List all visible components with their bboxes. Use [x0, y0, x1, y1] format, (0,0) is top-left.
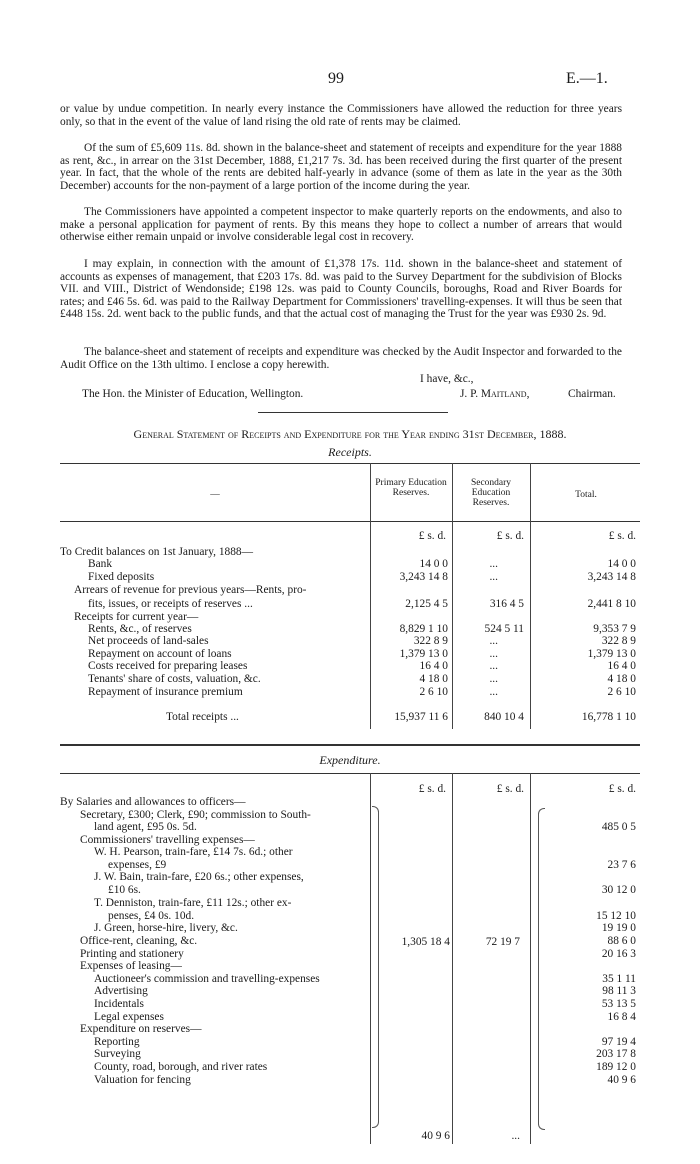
receipt-label: fits, issues, or receipts of reserves ... — [88, 598, 253, 610]
expenditure-label: Legal expenses — [94, 1011, 164, 1023]
receipt-label: Costs received for preparing leases — [88, 660, 248, 672]
page-header — [0, 70, 700, 90]
expenditure-total: 23 7 6 — [607, 859, 636, 871]
receipt-label: Repayment of insurance premium — [88, 686, 243, 698]
expenditure-total: 30 12 0 — [601, 884, 636, 896]
receipt-primary: 14 0 0 — [419, 558, 448, 570]
receipt-secondary: ... — [489, 686, 498, 698]
fencing-secondary-value: ... — [511, 1130, 520, 1142]
expenditure-label: Valuation for fencing — [94, 1074, 191, 1086]
units-header: £ s. d. — [608, 530, 636, 542]
receipt-secondary: 524 5 11 — [484, 623, 524, 635]
units-header: £ s. d. — [418, 530, 446, 542]
receipt-label: Repayment on account of loans — [88, 648, 232, 660]
exp-col-sep-1 — [370, 773, 371, 1144]
expenditure-label: Expenses of leasing— — [80, 960, 182, 972]
expenditure-top-rule — [60, 773, 640, 774]
receipt-primary: 4 18 0 — [419, 673, 448, 685]
expenditure-label: Advertising — [94, 985, 148, 997]
expenditure-total: 53 13 5 — [601, 998, 636, 1010]
expenditure-total: 16 8 4 — [607, 1011, 636, 1023]
expenditure-label: Surveying — [94, 1048, 141, 1060]
receipt-total: 9,353 7 9 — [593, 623, 636, 635]
receipt-secondary: ... — [489, 571, 498, 583]
receipt-total: 14 0 0 — [607, 558, 636, 570]
expenditure-label: Office-rent, cleaning, &c. — [80, 935, 198, 947]
receipt-secondary: ... — [489, 635, 498, 647]
col-primary-header: Primary Education Reserves. — [375, 478, 447, 498]
receipt-label: Tenants' share of costs, valuation, &c. — [88, 673, 261, 685]
expenditure-label: Secretary, £300; Clerk, £90; commission to South- — [80, 809, 311, 821]
receipts-header-rule — [60, 521, 640, 522]
receipt-total: 1,379 13 0 — [587, 648, 636, 660]
signer-name: J. P. Maitland, — [460, 388, 530, 400]
receipt-label: Rents, &c., of reserves — [88, 623, 192, 635]
receipt-total: 3,243 14 8 — [587, 571, 636, 583]
receipts-col-sep-1 — [370, 463, 371, 729]
receipt-secondary: ... — [489, 660, 498, 672]
expenditure-total: 40 9 6 — [607, 1074, 636, 1086]
group-secondary-value: 72 19 7 — [485, 936, 520, 948]
expenditure-heading: Expenditure. — [319, 753, 381, 767]
closing-addressee: The Hon. the Minister of Education, Wellington. — [82, 388, 304, 400]
expenditure-label: Commissioners' travelling expenses— — [80, 834, 255, 846]
receipt-secondary: ... — [489, 648, 498, 660]
expenditure-label: J. Green, horse-hire, livery, &c. — [94, 922, 238, 934]
expenditure-label: land agent, £95 0s. 5d. — [94, 821, 197, 833]
total-receipts-primary: 15,937 11 6 — [394, 711, 448, 723]
paragraph-2: Of the sum of £5,609 11s. 8d. shown in the balance-sheet and statement of receipts and expenditure for the year 1888 as rent, &c., in arrear on the 31st December, 1888, £1,217 7s. 3d. has been received during the first quarter of the present year. In fact, that the whole of the rents are debited half-yearly in advance (some of them as late in the year as the 30th December) accounts for the non-payment of a large portion of the income during the year. — [60, 142, 622, 192]
closing-have: I have, &c., — [420, 373, 474, 385]
exp-col-sep-3 — [530, 773, 531, 1144]
divider — [258, 412, 448, 413]
receipt-label: Arrears of revenue for previous years—Rents, pro- — [74, 584, 307, 596]
fencing-primary-value: 40 9 6 — [421, 1130, 450, 1142]
receipt-label: Receipts for current year— — [74, 611, 199, 623]
receipt-primary: 2,125 4 5 — [405, 598, 448, 610]
col-secondary-header: Secondary Education Reserves. — [470, 478, 512, 508]
paragraph-4: I may explain, in connection with the amount of £1,378 17s. 11d. shown in the balance-sheet and statement of accounts as expenses of management, that £203 17s. 8d. was paid to the Survey Department for the subdivision of Blocks VII. and VIII., District of Wendonside; £198 12s. was paid to County Councils, boroughs, Road and River Boards for rates; and £46 5s. 6d. was paid to the Railway Department for Commissioners' travelling-expenses. It will thus be seen that £448 15s. 2d. went back to the public funds, and that the actual cost of managing the Trust for the year was £930 2s. 9d. — [60, 258, 622, 321]
expenditure-label: expenses, £9 — [108, 859, 167, 871]
expenditure-total: 19 19 0 — [601, 922, 636, 934]
expenditure-label: J. W. Bain, train-fare, £20 6s.; other expenses, — [94, 871, 304, 883]
expenditure-total: 485 0 5 — [601, 821, 636, 833]
left-brace — [372, 806, 379, 1128]
receipts-col-sep-2 — [452, 463, 453, 729]
receipt-label: Bank — [88, 558, 113, 570]
receipts-heading: Receipts. — [328, 445, 372, 459]
receipt-label: To Credit balances on 1st January, 1888— — [60, 546, 254, 558]
receipt-secondary: ... — [489, 673, 498, 685]
total-receipts-label: Total receipts ... — [166, 711, 239, 723]
col-blank-header: — — [210, 490, 220, 500]
expenditure-total: 88 6 0 — [607, 935, 636, 947]
receipts-top-rule — [60, 463, 640, 464]
expenditure-label: Expenditure on reserves— — [80, 1023, 202, 1035]
col-total-header: Total. — [575, 490, 597, 500]
right-brace — [538, 808, 545, 1130]
expenditure-total: 203 17 8 — [596, 1048, 636, 1060]
paragraph-5: The balance-sheet and statement of receipts and expenditure was checked by the Audit Inspector and forwarded to the Audit Office on the 13th ultimo. I enclose a copy herewith. — [60, 346, 622, 371]
paragraph-1: or value by undue competition. In nearly every instance the Commissioners have allowed the reduction for three years only, so that in the event of the value of land rising the old rate of rents may be claimed. — [60, 103, 622, 128]
group-primary-value: 1,305 18 4 — [401, 936, 450, 948]
receipt-total: 4 18 0 — [607, 673, 636, 685]
receipt-label: Net proceeds of land-sales — [88, 635, 209, 647]
section-divider — [60, 744, 640, 746]
receipt-primary: 8,829 1 10 — [399, 623, 448, 635]
receipt-label: Fixed deposits — [88, 571, 155, 583]
receipt-total: 16 4 0 — [607, 660, 636, 672]
expenditure-label: Printing and stationery — [80, 948, 184, 960]
page-number: 99 — [328, 70, 344, 87]
total-receipts-secondary: 840 10 4 — [484, 711, 524, 723]
units-header: £ s. d. — [608, 783, 636, 795]
expenditure-label: Incidentals — [94, 998, 144, 1010]
receipt-primary: 16 4 0 — [419, 660, 448, 672]
expenditure-label: Auctioneer's commission and travelling-expenses — [94, 973, 320, 985]
total-receipts-total: 16,778 1 10 — [581, 711, 636, 723]
receipts-col-sep-3 — [530, 463, 531, 729]
expenditure-total: 189 12 0 — [596, 1061, 636, 1073]
expenditure-label: Reporting — [94, 1036, 140, 1048]
expenditure-label: By Salaries and allowances to officers— — [60, 796, 246, 808]
receipt-primary: 1,379 13 0 — [399, 648, 448, 660]
receipt-primary: 322 8 9 — [413, 635, 448, 647]
receipt-primary: 3,243 14 8 — [399, 571, 448, 583]
expenditure-label: £10 6s. — [108, 884, 141, 896]
receipt-secondary: ... — [489, 558, 498, 570]
units-header: £ s. d. — [496, 783, 524, 795]
paragraph-3: The Commissioners have appointed a competent inspector to make quarterly reports on the endowments, and also to make a personal application for payment of rents. By this means they hope to collect a number of arrears that would otherwise either remain unpaid or involve considerable legal cost in recovery. — [60, 206, 622, 244]
document-code: E.—1. — [566, 70, 608, 87]
receipt-total: 2 6 10 — [607, 686, 636, 698]
signer-title: Chairman. — [568, 388, 616, 400]
expenditure-label: W. H. Pearson, train-fare, £14 7s. 6d.; other — [94, 846, 293, 858]
expenditure-total: 20 16 3 — [601, 948, 636, 960]
units-header: £ s. d. — [496, 530, 524, 542]
exp-col-sep-2 — [452, 773, 453, 1144]
receipt-secondary: 316 4 5 — [489, 598, 524, 610]
expenditure-total: 98 11 3 — [602, 985, 636, 997]
receipt-total: 2,441 8 10 — [587, 598, 636, 610]
expenditure-total: 15 12 10 — [596, 910, 636, 922]
expenditure-label: County, road, borough, and river rates — [94, 1061, 268, 1073]
statement-title: General Statement of Receipts and Expenditure for the Year ending 31st December, 1888. — [133, 427, 567, 441]
receipt-primary: 2 6 10 — [419, 686, 448, 698]
receipt-total: 322 8 9 — [601, 635, 636, 647]
expenditure-total: 35 1 11 — [602, 973, 636, 985]
expenditure-label: penses, £4 0s. 10d. — [108, 910, 195, 922]
expenditure-label: T. Denniston, train-fare, £11 12s.; other ex- — [94, 897, 292, 909]
expenditure-total: 97 19 4 — [601, 1036, 636, 1048]
units-header: £ s. d. — [418, 783, 446, 795]
